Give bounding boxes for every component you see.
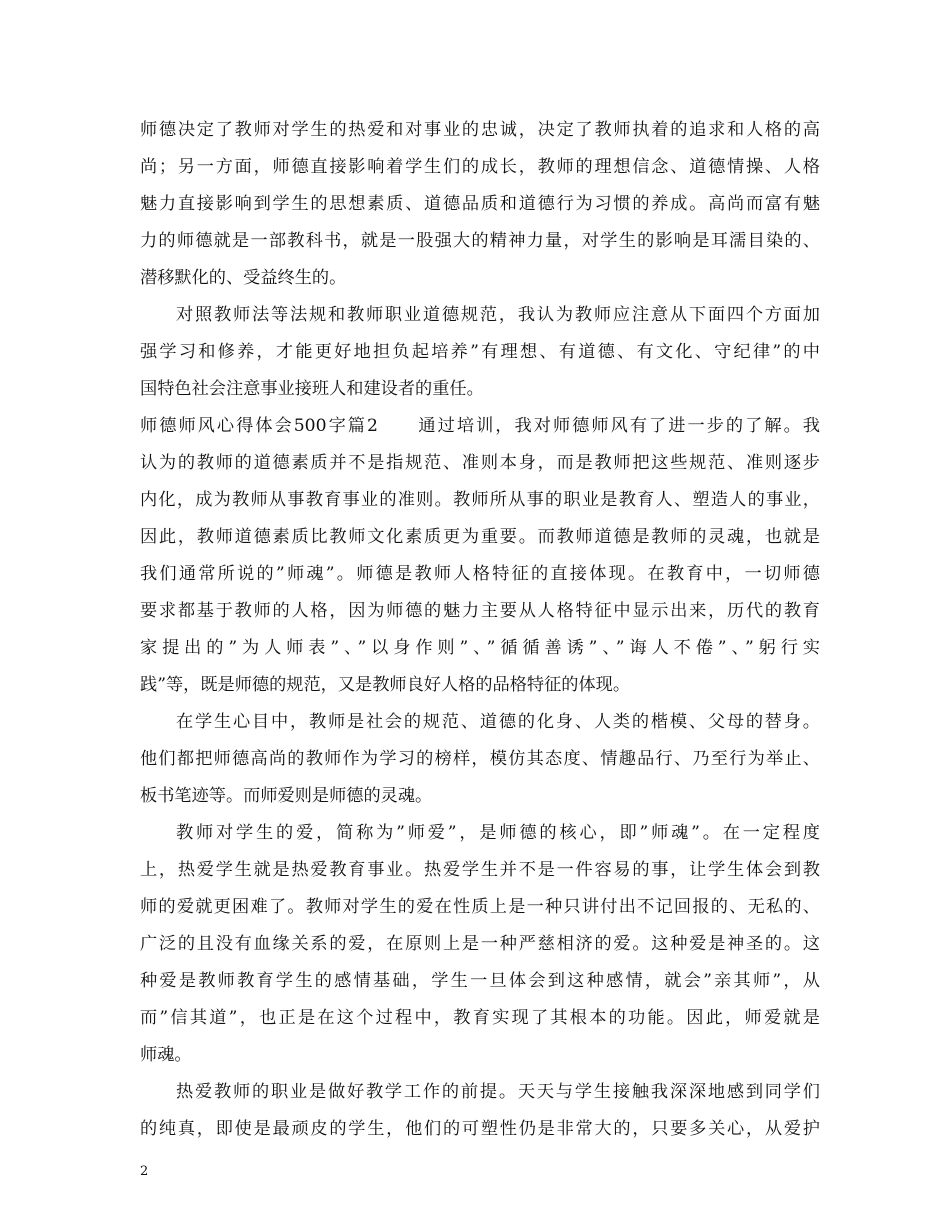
text-line: 尚；另一方面，师德直接影响着学生们的成长，教师的理想信念、道德情操、人格	[140, 157, 820, 177]
text-line: 因此，教师道德素质比教师文化素质更为重要。而教师道德是教师的灵魂，也就是	[140, 527, 820, 547]
text-line: 的纯真，即使是最顽皮的学生，他们的可塑性仍是非常大的，只要多关心，从爱护	[140, 1119, 820, 1139]
text-line: 师魂。	[140, 1045, 192, 1065]
text-line: 他们都把师德高尚的教师作为学习的榜样，模仿其态度、情趣品行、乃至行为举止、	[140, 749, 820, 769]
text-line: 内化，成为教师从事教育事业的准则。教师所从事的职业是教育人、塑造人的事业，	[140, 490, 820, 510]
text-line: 广泛的且没有血缘关系的爱，在原则上是一种严慈相济的爱。这种爱是神圣的。这	[140, 934, 820, 954]
text-line: 认为的教师的道德素质并不是指规范、准则本身，而是教师把这些规范、准则逐步	[140, 453, 820, 473]
page-number: 2	[140, 1164, 149, 1179]
text-line: 潜移默化的、受益终生的。	[140, 268, 347, 288]
text-line: 师的爱就更困难了。教师对学生的爱在性质上是一种只讲付出不记回报的、无私的、	[140, 897, 820, 917]
text-line: 力的师德就是一部教科书，就是一股强大的精神力量，对学生的影响是耳濡目染的、	[140, 231, 820, 251]
text-line: 我们通常所说的”师魂”。师德是教师人格特征的直接体现。在教育中，一切师德	[140, 564, 820, 584]
text-line: 教师对学生的爱，简称为”师爱”，是师德的核心，即”师魂”。在一定程度	[176, 823, 820, 843]
text-line: 家提出的”为人师表”、”以身作则”、”循循善诱”、”诲人不倦”、”躬行实	[140, 638, 820, 658]
text-line: 在学生心目中，教师是社会的规范、道德的化身、人类的楷模、父母的替身。	[176, 712, 820, 732]
text-line: 师德决定了教师对学生的热爱和对事业的忠诚，决定了教师执着的追求和人格的高	[140, 120, 820, 140]
text-line: 上，热爱学生就是热爱教育事业。热爱学生并不是一件容易的事，让学生体会到教	[140, 860, 820, 880]
text-line: 板书笔迹等。而师爱则是师德的灵魂。	[140, 786, 433, 806]
text-line: 国特色社会注意事业接班人和建设者的重任。	[140, 379, 484, 399]
text-line: 对照教师法等法规和教师职业道德规范，我认为教师应注意从下面四个方面加	[176, 305, 820, 325]
text-line: 要求都基于教师的人格，因为师德的魅力主要从人格特征中显示出来，历代的教育	[140, 601, 820, 621]
text-line: 种爱是教师教育学生的感情基础，学生一旦体会到这种感情，就会”亲其师”，从	[140, 971, 820, 991]
text-line: 热爱教师的职业是做好教学工作的前提。天天与学生接触我深深地感到同学们	[176, 1082, 820, 1102]
text-line: 师德师风心得体会500字篇2 通过培训，我对师德师风有了进一步的了解。我	[140, 416, 820, 436]
text-line: 魅力直接影响到学生的思想素质、道德品质和道德行为习惯的养成。高尚而富有魅	[140, 194, 820, 214]
text-line: 而”信其道”，也正是在这个过程中，教育实现了其根本的功能。因此，师爱就是	[140, 1008, 820, 1028]
text-line: 践”等，既是师德的规范，又是教师良好人格的品格特征的体现。	[140, 675, 631, 695]
text-line: 强学习和修养，才能更好地担负起培养”有理想、有道德、有文化、守纪律”的中	[140, 342, 820, 362]
